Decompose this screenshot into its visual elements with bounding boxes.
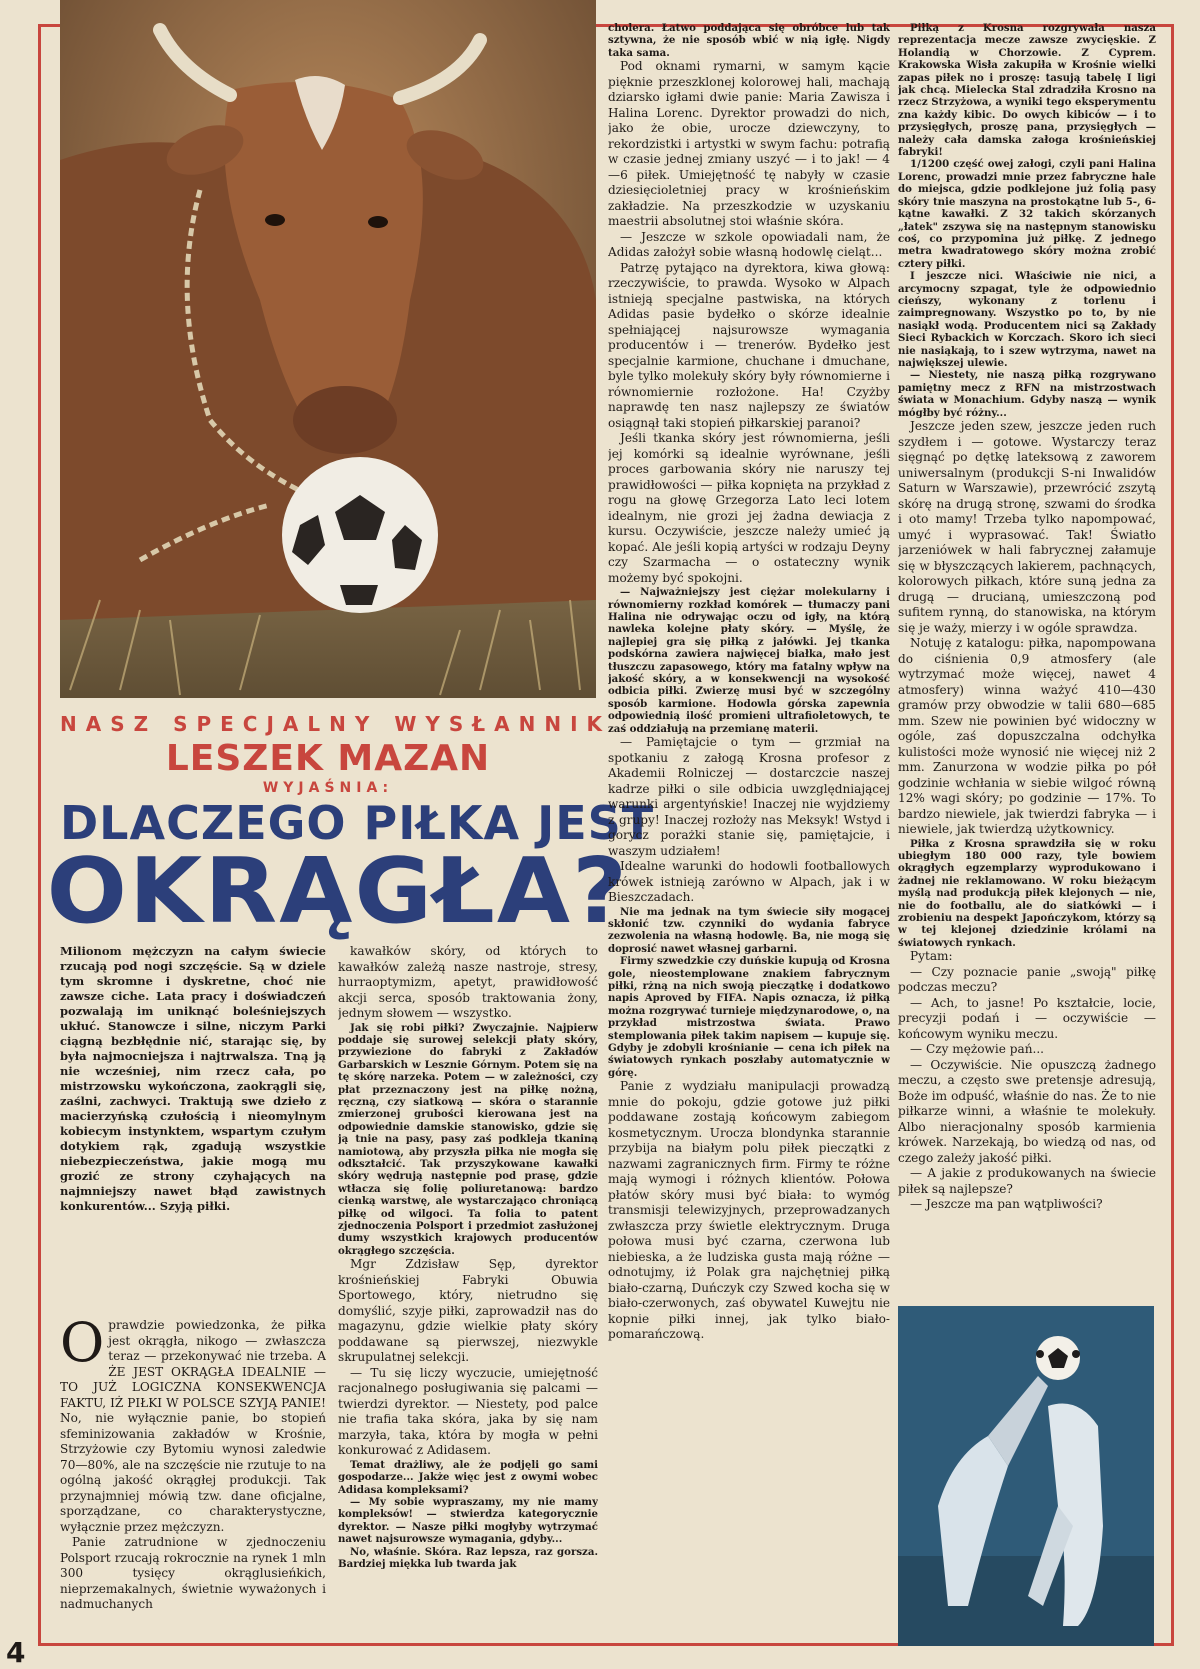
- headline-line2: OKRĄGŁA?: [46, 839, 630, 944]
- lead-paragraph: [60, 944, 326, 1314]
- drop-cap: O: [60, 1318, 105, 1374]
- paragraph: Notuję z katalogu: piłka, napompowana do ciśnienia 0,9 atmosfery (ale wytrzymać może więcej, nawet 4 atmosfery) winna ważyć 410—430 gramów przy obwodzie w talii 680—685 mm. Szew nie powinien być widoczny w ogóle, zaś dopuszczalna odchyłka kulistości może wynosić nie więcej niż 2 mm. Zanurzona w wodzie piłka po pół godzinie wchłania w siebie wilgoć równą 12% wagi skóry; po godzinie — 17%. To bardzo niewiele, jak twierdzi fabryka — i niewiele, jak twierdzą użytkownicy.: [898, 636, 1156, 836]
- paragraph: — Czy mężowie pań...: [910, 1042, 1045, 1057]
- paragraph: Mgr Zdzisław Sęp, dyrektor krośnieńskiej Fabryki Obuwia Sportowego, który, nietrudno się domyślić, szyje piłki, zaprowadził nas do magazynu, gdzie wielkie płaty skóry poddawane są pierwszej, niezwykle skrupulatnej selekcji.: [338, 1257, 598, 1365]
- paragraph: Piłką z Krosna rozgrywała nasza reprezentacja mecze zawsze zwycięskie. Z Holandią w Chorzowie. Z Cyprem. Krakowska Wisła zakupiła w Krośnie wielki zapas piłek no i proszę: tasują tabelę I ligi jak chcą. Mielecka Stal zdradziła Krosno na rzecz Strzyżowa, a wyniki tego eksperymentu zna każdy kibic. Do owych kibiców — i to przysięgłych, proszę pana, przysięgłych — należy cała damska załoga krośnieńskiej fabryki!: [898, 22, 1156, 159]
- explains-label: WYJAŚNIA:: [262, 780, 394, 796]
- column-c: [608, 22, 890, 1648]
- paragraph: kawałków skóry, od których to kawałków zależą nasze nastroje, stresy, hurraoptymizm, apetyt, prawidłowość akcji serca, sposób traktowania żony, jednym słowem — wszystko.: [338, 944, 598, 1020]
- lead-text: Milionom mężczyzn na całym świecie rzucają pod nogi szczęście. Są w dziele tym skromne i dyskretne, choć nie zawsze ciche. Lata pracy i doświadczeń pozwalają im uniknąć boleśniejszych ukłuć. Stanowcze i silne, niczym Parki ciągną bezbłędnie nić, starając się, by była najmocniejsza i najtrwalsza. Tną ją nie wcześniej, nim rzecz cała, po mistrzowsku wykończona, zaokrągli się, zaślni, zachwyci. Traktują swe dzieło z macierzyńską czułością i nieomylnym kobiecym instynktem, wspartym czułym dotykiem rąk, zgadują wszystkie niebezpieczeństwa, jakie mogą mu grozić ze strony czyhających na najmniejszy nawet błąd zawistnych konkurentów... Szyją piłki.: [60, 944, 326, 1213]
- paragraph: No, właśnie. Skóra. Raz lepsza, raz gorsza. Bardziej miękka lub twarda jak: [338, 1545, 598, 1570]
- paragraph: — A jakie z produkowanych na świecie piłek są najlepsze?: [898, 1166, 1156, 1196]
- paragraph: Pytam:: [910, 949, 953, 964]
- paragraph: — Tu się liczy wyczucie, umiejętność racjonalnego posługiwania się palcami — twierdzi dyrektor. — Niestety, pod palce nie trafia taka skóra, jaka by się nam marzyła, taka, która by mogła w pełni konkurować z Adidasem.: [338, 1365, 598, 1458]
- cow-holding-football-photo: [60, 0, 596, 698]
- page-number: 4: [6, 1636, 26, 1669]
- paragraph: Panie z wydziału manipulacji prowadzą mnie do pokoju, gdzie gotowe już piłki poddawane zostają końcowym zabiegom kosmetycznym. Urocza blondynka starannie przybija na białym polu piłek pieczątki z nazwami zagranicznych firm. Firmy te różne mają wymogi i różnych klientów. Połowa płatów skóry musi być biała: to wymóg transmisji telewizyjnych, przeprowadzanych zwłaszcza przy świetle elektrycznym. Druga połowa musi być czarna, czerwona lub niebieska, a że ludziska gusta mają różne — odnotujmy, iż Polak gra najchętniej piłką biało-czarną, Duńczyk czy Szwed kocha się w biało-czerwonych, zaś obywatel Kuwejtu nie kopnie piłki innej, jak tylko biało-pomarańczową.: [608, 1079, 890, 1342]
- paragraph: Jeszcze jeden szew, jeszcze jeden ruch szydłem i — gotowe. Wystarczy teraz sięgnąć po dętkę lateksową z zaworem uniwersalnym (produkcji S-ni Inwalidów Saturn w Warszawie), przewrócić zszytą skórę na drugą stronę, szwami do środka i oto mamy! Trzeba tylko napompować, umyć i wyprasować. Tak! Światło jarzeniówek w hali fabrycznej załamuje się w błyszczących lakierem, pachnących, kolorowych piłkach, które suną jedna za drugą — drucianą, umieszczoną pod sufitem rynną, do stanowiska, na którym się je waży, mierzy i w ogóle sprawdza.: [898, 419, 1156, 635]
- paragraph: — Najważniejszy jest ciężar molekularny i równomierny rozkład komórek — tłumaczy pani Halina nie odrywając oczu od igły, na którą nawleka kolejne płaty skóry. — Myślę, że najlepiej gra się piłką z jałówki. Jej tkanka podskórna zawiera najwięcej białka, mało jest tłuszczu zapasowego, który ma fatalny wpływ na jakość skóry, a w konsekwencji na wysokość odbicia piłki. Zwierzę musi być w szczególny sposób karmione. Hodowla górska zapewnia odpowiednią ilość promieni ultrafioletowych, te zaś oddziałują na przemianę materii.: [608, 586, 890, 735]
- kicker: NASZ SPECJALNY WYSŁANNIK: [60, 712, 612, 736]
- paragraph: [60, 1318, 326, 1535]
- football-players-photo: [898, 1306, 1154, 1646]
- author-name: LESZEK MAZAN: [165, 738, 491, 779]
- paragraph: — Ach, to jasne! Po kształcie, locie, precyzji podań i — oczywiście — końcowym wyniku meczu.: [898, 995, 1156, 1041]
- paragraph: — Jeszcze ma pan wątpliwości?: [910, 1197, 1103, 1212]
- paragraph: — Pamiętajcie o tym — grzmiał na spotkaniu z załogą Krosna profesor z Akademii Rolniczej — dostarczcie naszej kadrze piłki o sile odbicia uwzględniającej warunki argentyńskie! Inaczej nie wyjdziemy z grupy! Inaczej rozłoży nas Meksyk! Wstyd i gorycz porażki stanie się, pamiętajcie, i waszym udziałem!: [608, 735, 890, 858]
- cow-photo: [60, 0, 596, 698]
- players-photo: [898, 1306, 1154, 1646]
- paragraph: Jak się robi piłki? Zwyczajnie. Najpierw poddaje się surowej selekcji płaty skóry, przywiezione do fabryki z Zakładów Garbarskich w Lesznie Górnym. Potem się na tę skórę narzeka. Potem — w zależności, czy płat przeznaczony jest na piłkę nożną, ręczną, czy siatkową — skóra o starannie zmierzonej grubości kierowana jest na odpowiednie damskie stanowisko, gdzie się ją tnie na pasy, pasy zaś podkleja tkaniną namiotową, aby przyszła piłka nie mogła się odkształcić. Tak przyszykowane kawałki skóry wędrują następnie pod prasę, gdzie wtłacza się folię poliuretanową: bardzo cienką warstwę, ale wystarczająco chroniącą piłkę od wilgoci. Ta folia to patent zjednoczenia Polsport i przedmiot zasłużonej dumy wszystkich krajowych producentów okrągłego szczęścia.: [338, 1021, 598, 1257]
- paragraph: Nie ma jednak na tym świecie siły mogącej skłonić tzw. czynniki do wydania fabryce zezwolenia na własną hodowlę. Ba, nie mogą się doprosić nawet własnej garbarni.: [608, 905, 890, 955]
- paragraph: cholera. Łatwo poddająca się obróbce lub tak sztywna, że nie sposób wbić w nią igłę. Nigdy taka sama.: [608, 22, 890, 59]
- paragraph: — Jeszcze w szkole opowiadali nam, że Adidas założył sobie własną hodowlę cieląt...: [608, 229, 890, 260]
- column-a: [60, 1318, 326, 1648]
- paragraph: — Niestety, nie naszą piłką rozgrywano pamiętny mecz z RFN na mistrzostwach świata w Monachium. Gdyby naszą — wynik mógłby być różny...: [898, 369, 1156, 419]
- headline-line1: DLACZEGO PIŁKA JEST: [60, 796, 655, 850]
- paragraph: — Czy poznacie panie „swoją" piłkę podczas meczu?: [898, 964, 1156, 995]
- paragraph: Piłka z Krosna sprawdziła się w roku ubiegłym 180 000 razy, tyle bowiem okrągłych egzemplarzy wyprodukowano i żadnej nie reklamowano. W roku bieżącym myślą nad produkcją piłek klejonych — nie, nie do footballu, ale do siatkówki — i zrobieniu na despekt Japończykom, którzy są w tej klejonej dziedzinie królami na światowych rynkach.: [898, 837, 1156, 949]
- paragraph-text: prawdzie powiedzonka, że piłka jest okrągła, nikogo — zwłaszcza teraz — przekonywać nie trzeba. A ŻE JEST OKRĄGŁA IDEALNIE — TO JUŻ LOGICZNA KONSEKWENCJA FAKTU, IŻ PIŁKI W POLSCE SZYJĄ PANIE! No, nie wyłącznie panie, bo stopień sfeminizowania zakładów w Krośnie, Strzyżowie czy Bytomiu wynosi zaledwie 70—80%, ale na szczęście nie rzutuje to na ogólną jakość okrągłej produkcji. Tak przynajmniej mówią tzw. dane oficjalne, sporządzane, co charakterystyczne, wyłącznie przez mężczyzn.: [60, 1318, 326, 1534]
- paragraph: Firmy szwedzkie czy duńskie kupują od Krosna gole, nieostemplowane znakiem fabrycznym piłki, rżną na nich swoją pieczątkę i dodatkowo napis Aproved by FIFA. Napis oznacza, iż piłką można rozgrywać turnieje międzynarodowe, o, na przykład mistrzostwa świata. Prawo stemplowania piłek takim napisem — kupuje się. Gdyby je zdobyli krośnianie — cena ich piłek na światowych rynkach poszłaby automatycznie w górę.: [608, 955, 890, 1079]
- paragraph: Temat drażliwy, ale że podjęli go sami gospodarze... Jakże więc jest z owymi wobec Adidasa kompleksami?: [338, 1458, 598, 1496]
- paragraph: Jeśli tkanka skóry jest równomierna, jeśli jej komórki są idealnie wyrównane, jeśli proces garbowania skóry nie naruszy tej prawidłowości — piłka kopnięta na przykład z rogu na głowę Grzegorza Lato leci lotem idealnym, nie grozi jej żadna dewiacja z kursu. Oczywiście, jeszcze należy umieć ją kopać. Ale jeśli kopią artyści w rodzaju Deyny czy Szarmacha — o ostateczny wynik możemy być spokojni.: [608, 431, 890, 585]
- paragraph: Patrzę pytająco na dyrektora, kiwa głową: rzeczywiście, to prawda. Wysoko w Alpach istnieją specjalne pastwiska, na których Adidas pasie bydełko o skórze idealnie spełniającej najsurowsze wymagania producentów i — trenerów. Bydełko jest specjalnie karmione, chuchane i dmuchane, byle tylko molekuły skóry były równomierne i równomiernie rozłożone. Ha! Czyżby naprawdę ten nasz najlepszy ze światów osiągnął taki stopień piłkarskiej paranoi?: [608, 260, 890, 430]
- column-b: [338, 944, 598, 1648]
- paragraph: Panie zatrudnione w zjednoczeniu Polsport rzucają rokrocznie na rynek 1 mln 300 tysięcy okrąglusieńkich, nieprzemakalnych, świetnie wyważonych i nadmuchanych: [60, 1535, 326, 1611]
- paragraph: — My sobie wypraszamy, my nie mamy kompleksów! — stwierdza kategorycznie dyrektor. — Nasze piłki mogłyby wytrzymać nawet najsurowsze wymagania, gdyby...: [338, 1495, 598, 1546]
- column-d: [898, 22, 1156, 1306]
- paragraph: Pod oknami rymarni, w samym kącie pięknie przeszklonej kolorowej hali, machają dziarsko igłami dwie panie: Maria Zawisza i Halina Lorenc. Dyrektor prowadzi do nich, jako że obie, urocze dziewczyny, to rekordzistki i artystki w swym fachu: potrafią w czasie jednej zmiany uszyć — i to jak! — 4—6 piłek. Umiejętność tę nabyły w czasie dziesięcioletniej pracy w krośnieńskim zakładzie. Na przeszkodzie w uzyskaniu maestrii absolutnej stoi właśnie skóra.: [608, 59, 890, 229]
- paragraph: — Oczywiście. Nie opuszczą żadnego meczu, a często swe pretensje adresują, Boże im odpuść, właśnie do nas. Że to nie piłkarze winni, a właśnie te molekuły. Albo nieracjonalny sposób karmienia krówek. Narzekają, bo wiedzą od nas, od czego zależy jakość piłki.: [898, 1057, 1156, 1165]
- paragraph: Idealne warunki do hodowli footballowych krówek istnieją zarówno w Alpach, jak i w Bieszczadach.: [608, 859, 890, 905]
- paragraph: I jeszcze nici. Właściwie nie nici, a arcymocny szpagat, tyle że odpowiednio cieńszy, wykonany z torlenu i zaimpregnowany. Wszystko po to, by nie nasiąkł wodą. Producentem nici są Zakłady Sieci Rybackich w Korczach. Skoro ich sieci nie nasiąkają, to i szew wytrzyma, nawet na największej ulewie.: [898, 270, 1156, 369]
- paragraph: 1/1200 część owej załogi, czyli pani Halina Lorenc, prowadzi mnie przez fabryczne hale do miejsca, gdzie podklejone już folią pasy skóry tnie maszyna na prostokątne lub 5-, 6-kątne kawałki. Z 32 takich skórzanych „łatek" zszywa się na następnym stanowisku coś, co przypomina już piłkę. Z jednego metra kwadratowego skóry można zrobić cztery piłki.: [898, 158, 1156, 270]
